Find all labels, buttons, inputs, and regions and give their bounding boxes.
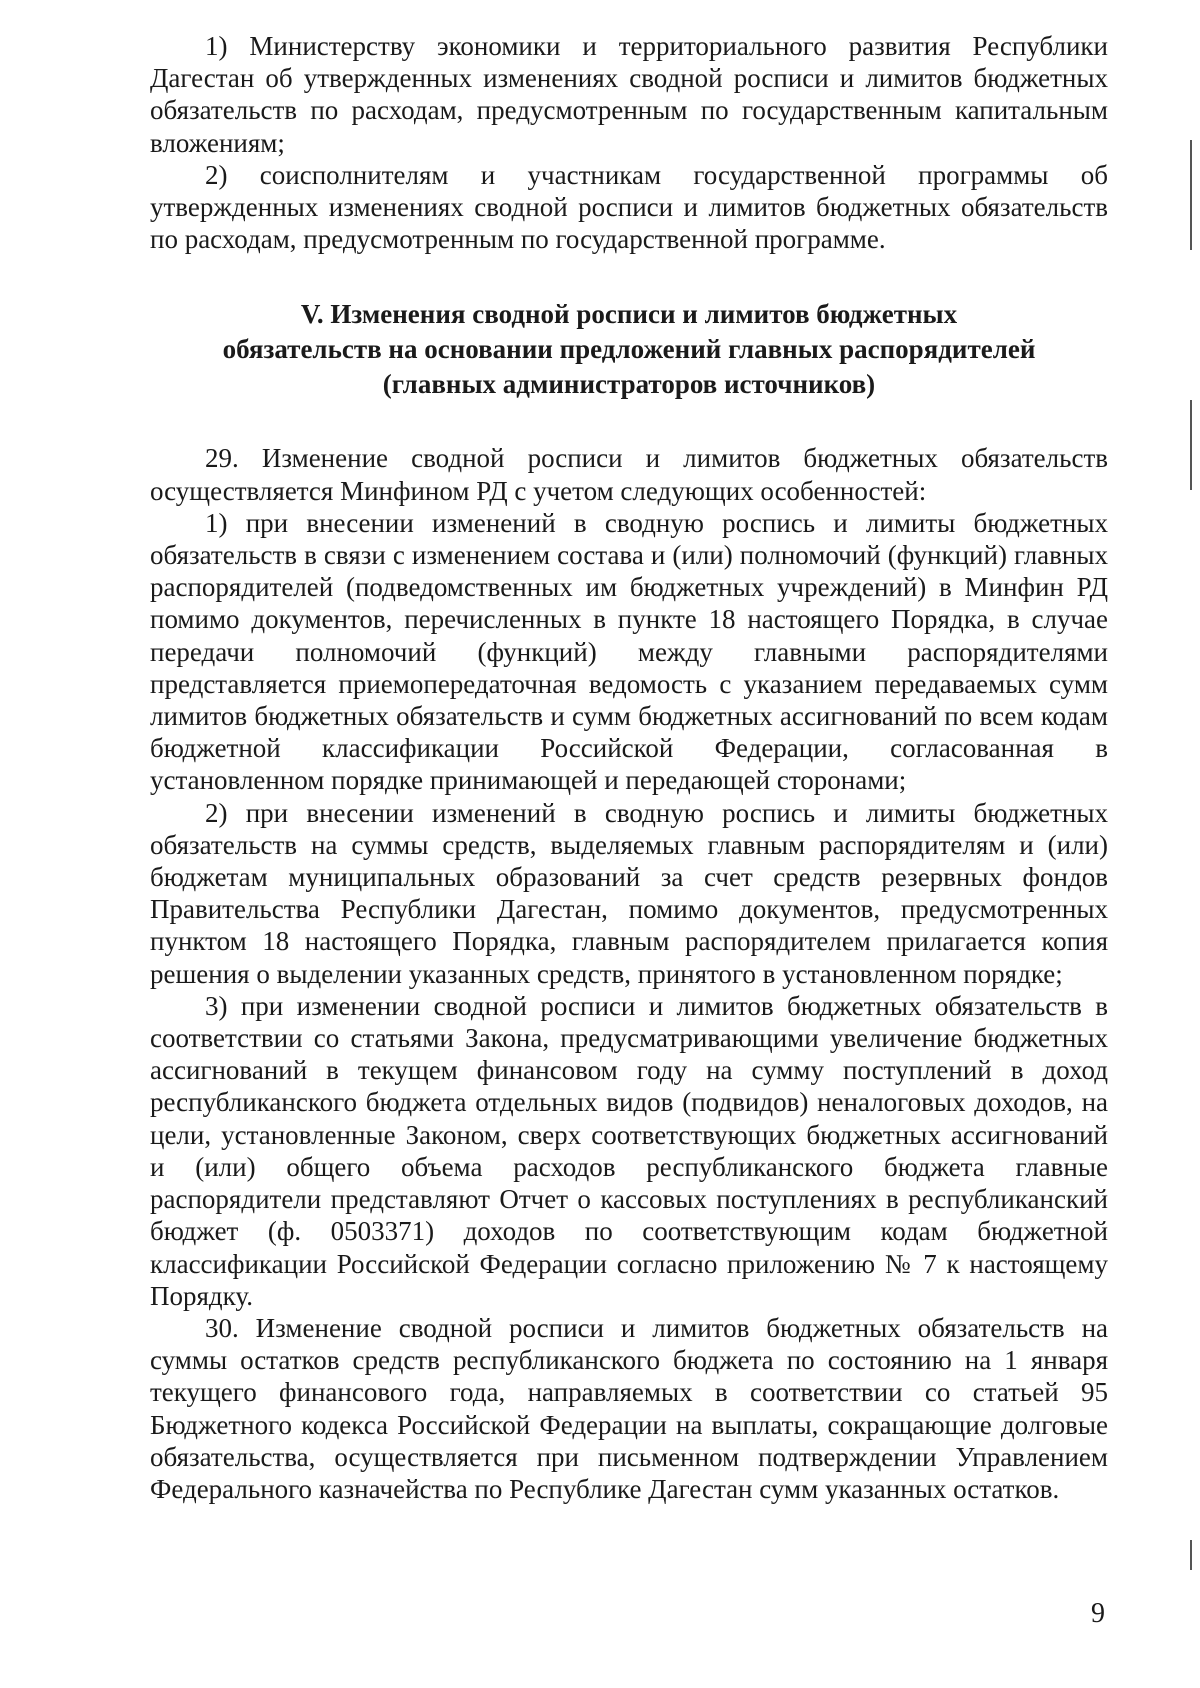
paragraph-29-item-1: 1) при внесении изменений в сводную роспись и лимиты бюджетных обязательств в связи с изменением состава и (или) полномочий (функций) главных распорядителей (подведомственных им бюджетных учреждений) в Минфин РД помимо документов, перечисленных в пункте 18 настоящего Порядка, в случае передачи полномочий (функций) между главными распорядителями представляется приемопередаточная ведомость с указанием передаваемых сумм лимитов бюджетных обязательств и сумм бюджетных ассигнований по всем кодам бюджетной классификации Российской Федерации, согласованная в установленном порядке принимающей и передающей сторонами; (150, 507, 1108, 796)
document-page (150, 30, 1108, 1505)
paragraph-coexecutors-notice: 2) соисполнителям и участникам государственной программы об утвержденных изменениях сводной росписи и лимитов бюджетных обязательств по расходам, предусмотренным по государственной программе. (150, 159, 1108, 255)
paragraph-30: 30. Изменение сводной росписи и лимитов бюджетных обязательств на суммы остатков средств республиканского бюджета по состоянию на 1 января текущего финансового года, направляемых в соответствии со статьей 95 Бюджетного кодекса Российской Федерации на выплаты, сокращающие долговые обязательства, осуществляется при письменном подтверждении Управлением Федерального казначейства по Республике Дагестан сумм указанных остатков. (150, 1312, 1108, 1504)
section-heading-line-2: обязательств на основании предложений главных распорядителей (222, 334, 1036, 365)
paragraph-29-item-3: 3) при изменении сводной росписи и лимитов бюджетных обязательств в соответствии со статьями Закона, предусматривающими увеличение бюджетных ассигнований в текущем финансовом году на сумму поступлений в доход республиканского бюджета отдельных видов (подвидов) неналоговых доходов, на цели, установленные Законом, сверх соответствующих бюджетных ассигнований и (или) общего объема расходов республиканского бюджета главные распорядители представляют Отчет о кассовых поступлениях в республиканский бюджет (ф. 0503371) доходов по соответствующим кодам бюджетной классификации Российской Федерации согласно приложению № 7 к настоящему Порядку. (150, 990, 1108, 1311)
scan-edge-mark (1190, 1540, 1192, 1570)
section-heading (150, 297, 1108, 402)
paragraph-ministry-notice: 1) Министерству экономики и территориального развития Республики Дагестан об утвержденных изменениях сводной росписи и лимитов бюджетных обязательств по расходам, предусмотренным по государственным капитальным вложениям; (150, 31, 1108, 158)
scan-edge-mark (1190, 140, 1192, 250)
scan-edge-mark (1190, 400, 1192, 490)
section-heading-line-3: (главных администраторов источников) (382, 369, 876, 400)
page-number: 9 (1091, 1598, 1105, 1629)
section-heading-line-1: V. Изменения сводной росписи и лимитов бюджетных (300, 299, 958, 330)
paragraph-29: 29. Изменение сводной росписи и лимитов бюджетных обязательств осуществляется Минфином РД с учетом следующих особенностей: (150, 443, 1108, 506)
paragraph-29-item-2: 2) при внесении изменений в сводную роспись и лимиты бюджетных обязательств на суммы средств, выделяемых главным распорядителям и (или) бюджетам муниципальных образований за счет средств резервных фондов Правительства Республики Дагестан, помимо документов, предусмотренных пунктом 18 настоящего Порядка, главным распорядителем прилагается копия решения о выделении указанных средств, принятого в установленном порядке; (150, 797, 1108, 989)
